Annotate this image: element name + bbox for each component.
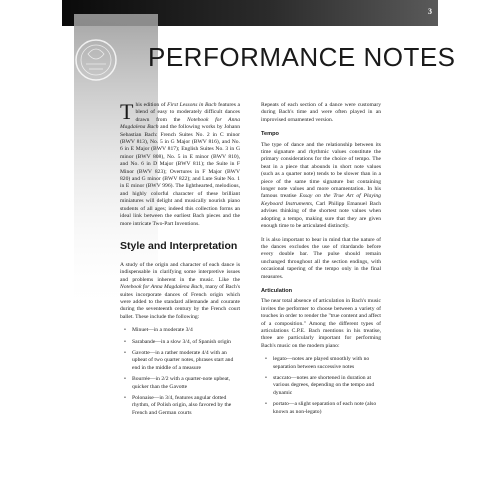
tempo-heading: Tempo (261, 131, 279, 138)
style-notebook-title: Notebook for Anna Magdalena Bach (120, 284, 203, 291)
tempo-paragraph (261, 142, 381, 231)
style-text-2: , many of Bach's suites incorporate dances of French origin which were added to the standard allemande and courante during the seventeenth century by the French court ballet. These include the following: (120, 284, 240, 320)
dance-item: • Sarabande—in a slow 3/4, of Spanish origin (128, 339, 240, 346)
articulation-heading: Articulation (261, 287, 293, 294)
tempo-paragraph-2: It is also important to bear in mind that the nature of the dances excludes the use of ritardando before every double bar. The pulse should remain unchanged throughout all the section endings, with occasional tapering of the tempo only in the final measures. (261, 236, 381, 280)
intro-text-3: and the following works by Johann Sebastian Bach: French Suites No. 2 in C minor (BWV 813), No. 5 in G Major (BWV 816), and No. 6 in E Major (BWV 817); English Suites No. 3 in G minor (BWV 808), No. 5 in E minor (BWV 810), and No. 6 in D Major (BWV 811); the Suite in F Minor (BWV 823); Overtures in F Major (BWV 820) and G minor (BWV 822); and Lute Suite No. 1 in E minor (BWV 996). The lighthearted, melodious, and highly colorful character of these brilliant miniatures will delight and musically nourish piano students of all ages; indeed this collection forms an ideal link between the earliest Bach pieces and the more intricate Two-Part Inventions. (120, 124, 240, 227)
tempo-text-1: The type of dance and the relationship between its time signature and rhythmic values constitute the primary considerations for the choice of tempo. The beat in a piece that abounds in short note values (such as a quarter note) tends to be slower than in a piece of the same time signature but containing longer note values and more ornamentation. In his famous treatise (261, 141, 381, 200)
page-title: PERFORMANCE NOTES (148, 42, 456, 72)
intro-notebook-title: Notebook for Anna Magdalena Bach (120, 116, 240, 131)
intro-book-title: First Lessons in Bach (167, 102, 217, 108)
treatise-title: Essay on the True Art of Playing Keyboard Instruments (261, 193, 381, 207)
intro-text-2: features a blend of easy to moderately difficult dances drawn from the (135, 102, 240, 123)
page-number: 3 (428, 7, 432, 16)
repeats-paragraph: Repeats of each section of a dance were customary during Bach's time and were often played in an improvised ornamented version. (261, 102, 381, 123)
intro-text-1: his edition of (135, 102, 168, 108)
articulation-item: • legato—notes are played smoothly with no separation between successive notes (269, 356, 381, 371)
intro-paragraph (120, 99, 240, 228)
articulation-item: • staccato—notes are shortened in duration at various degrees, depending on the tempo and dynamic (269, 375, 381, 397)
articulation-item: • portato—a slight separation of each note (also known as non-legato) (269, 401, 381, 416)
left-column (120, 99, 240, 421)
right-column (261, 102, 381, 420)
articulation-paragraph: The near total absence of articulation in Bach's music invites the performer to choose between a variety of touches in order to render the "true content and affect of a composition." Among the different types of articulations C.P.E. Bach mentions in his treatise, three are particularly important for performing Bach's music on the modern piano: (261, 298, 381, 349)
dance-item: • Bourrée—in 2/2 with a quarter-note upbeat, quicker than the Gavotte (128, 376, 240, 391)
dance-list (120, 327, 240, 417)
drop-cap: T (120, 99, 134, 124)
articulation-list (261, 356, 381, 416)
dance-item: • Gavotte—in a rather moderate 4/4 with an upbeat of two quarter notes, phrases start and end in the middle of a measure (128, 350, 240, 372)
style-text-1: A study of the origin and character of each dance is indispensable in clarifying some interpretive issues and problems inherent in the music. Like the (120, 261, 240, 283)
style-paragraph (120, 262, 240, 321)
section-heading-style: Style and Interpretation (120, 239, 238, 252)
dance-item: • Polonaise—in 3/4, features angular dotted rhythm, of Polish origin, also favored by the French and German courts (128, 395, 240, 417)
tempo-text-2: , Carl Philipp Emanuel Bach advises thinking of the shortest note values when adopting a tempo, making sure that they are given enough time to be articulated distinctly. (261, 200, 381, 230)
dance-item: • Minuet—in a moderate 3/4 (128, 327, 240, 334)
